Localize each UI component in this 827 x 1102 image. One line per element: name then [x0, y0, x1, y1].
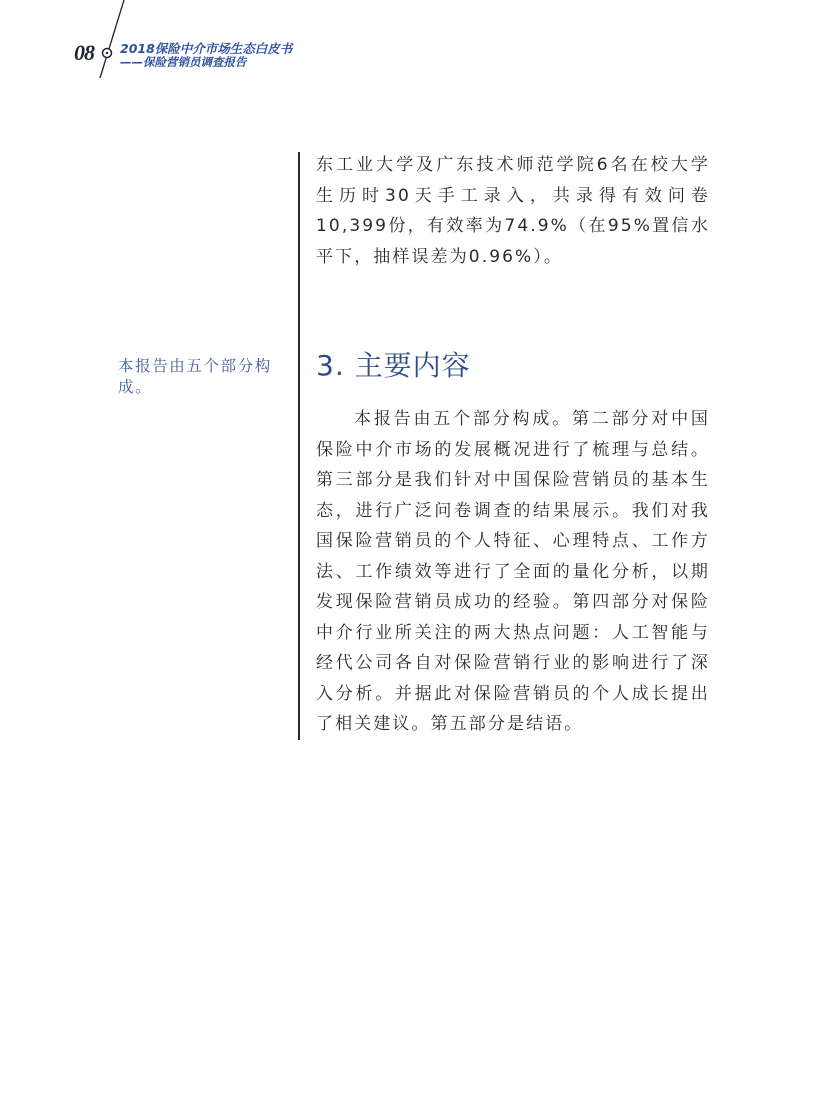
margin-note: 本报告由五个部分构成。: [118, 357, 272, 396]
section-heading: 3. 主要内容: [316, 349, 471, 382]
page-header: [0, 0, 400, 80]
section-body: [316, 404, 710, 740]
page-number: 08: [74, 40, 94, 65]
intro-paragraph: [316, 150, 710, 272]
column-divider: [298, 152, 300, 740]
book-title: 2018保险中介市场生态白皮书: [120, 41, 293, 56]
section-paragraph: 本报告由五个部分构成。第二部分对中国保险中介市场的发展概况进行了梳理与总结。第三部分是我们针对中国保险营销员的基本生态，进行广泛问卷调查的结果展示。我们对我国保险营销员的个人特征、心理特点、工作方法、工作绩效等进行了全面的量化分析，以期发现保险营销员成功的经验。第四部分对保险中介行业所关注的两大热点问题：人工智能与经代公司各自对保险营销行业的影响进行了深入分析。并据此对保险营销员的个人成长提出了相关建议。第五部分是结语。: [316, 409, 710, 734]
book-subtitle: ——保险营销员调查报告: [120, 55, 247, 69]
intro-text: 东工业大学及广东技术师范学院6名在校大学生历时30天手工录入，共录得有效问卷10,399份，有效率为74.9%（在95%置信水平下，抽样误差为0.96%）。: [316, 155, 710, 267]
